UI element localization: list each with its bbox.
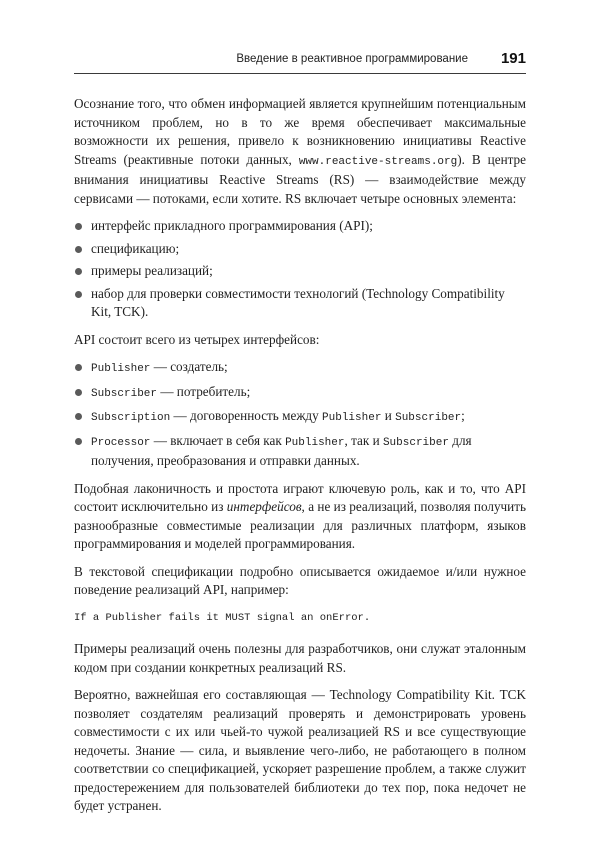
- italic-term: интерфейсов: [226, 499, 302, 514]
- code-term: Processor: [91, 436, 151, 449]
- paragraph-intro: [74, 95, 526, 208]
- code-term: Subscriber: [395, 412, 462, 424]
- item-text: ;: [461, 408, 465, 423]
- code-term: Subscriber: [382, 436, 449, 449]
- code-term: Publisher: [322, 412, 382, 424]
- item-text: — создатель;: [150, 359, 228, 374]
- paragraph-text: , а не из реализаций, позволяя получить разнообразные совместимые реализации для различных платформ, языков программирования и моделей программирования.: [74, 499, 527, 551]
- item-text: — включает в себя как: [150, 432, 286, 448]
- interfaces-list: [74, 358, 526, 471]
- item-text: — договоренность между: [170, 408, 323, 423]
- code-term: Subscriber: [91, 387, 158, 400]
- code-term: Subscription: [91, 412, 171, 424]
- running-header: [74, 50, 526, 72]
- item-text: — потребитель;: [157, 383, 251, 399]
- paragraph-text: Подобная лаконичность и простота играют ключевую роль, как и то, что API состоит исключительно из: [74, 480, 526, 514]
- item-text: , так и: [344, 432, 383, 448]
- url-link: www.reactive-streams.org: [298, 155, 458, 168]
- paragraph-laconic: [74, 480, 526, 554]
- list-item: [74, 358, 526, 379]
- paragraph-text: Осознание того, что обмен информацией является крупнейшим потенциальным источником проблем, но в то же время обеспечивает максимальные возможности их решения, привело к возникновению инициативы Reactive Streams (реактивные потоки данных,: [74, 96, 526, 167]
- paragraph-tck: Вероятно, важнейшая его составляющая — Technology Compatibility Kit. TCK позволяет создателям реализаций проверять и демонстрировать уровень совместимости с их или чьей-то чужой реализацией RS и все существующие недочеты. Знание — сила, и выявление чего-либо, не работающего в полном соответствии со спецификацией, ускоряет разрешение проблем, а также служит предостережением для пользователей библиотеки до тех пор, пока недочет не будет устранен.: [74, 687, 526, 813]
- item-text: для получения, преобразования и отправки данных.: [91, 432, 472, 468]
- item-text: и: [381, 408, 396, 423]
- list-item: [74, 383, 526, 404]
- list-item: [74, 432, 526, 471]
- code-example: If a Publisher fails it MUST signal an onError.: [74, 611, 371, 624]
- list-item: спецификацию;: [74, 240, 526, 259]
- code-term: Publisher: [285, 436, 345, 449]
- paragraph-text: ). В центре внимания инициативы Reactive Streams (RS) — взаимодействие между сервисами — потоками, если хотите. RS включает четыре основных элемента:: [74, 151, 527, 206]
- code-term: Publisher: [91, 363, 151, 375]
- chapter-title: Введение в реактивное программирование: [236, 53, 468, 65]
- list-item: интерфейс прикладного программирования (API);: [74, 217, 526, 236]
- page-number: 191: [500, 50, 526, 67]
- list-item: набор для проверки совместимости технологий (Technology Compatibility Kit, TCK).: [74, 285, 526, 322]
- paragraph-spec: В текстовой спецификации подробно описывается ожидаемое и/или нужное поведение реализаций API, например:: [74, 563, 526, 597]
- header-rule: [74, 73, 526, 74]
- list-item: [74, 407, 526, 428]
- rs-elements-list: [74, 217, 526, 322]
- body-text: [74, 95, 526, 825]
- paragraph-examples: Примеры реализаций очень полезны для разработчиков, они служат эталонным кодом при создании конкретных реализаций RS.: [74, 641, 526, 675]
- list-item: примеры реализаций;: [74, 262, 526, 281]
- paragraph-api: API состоит всего из четырех интерфейсов:: [74, 331, 320, 347]
